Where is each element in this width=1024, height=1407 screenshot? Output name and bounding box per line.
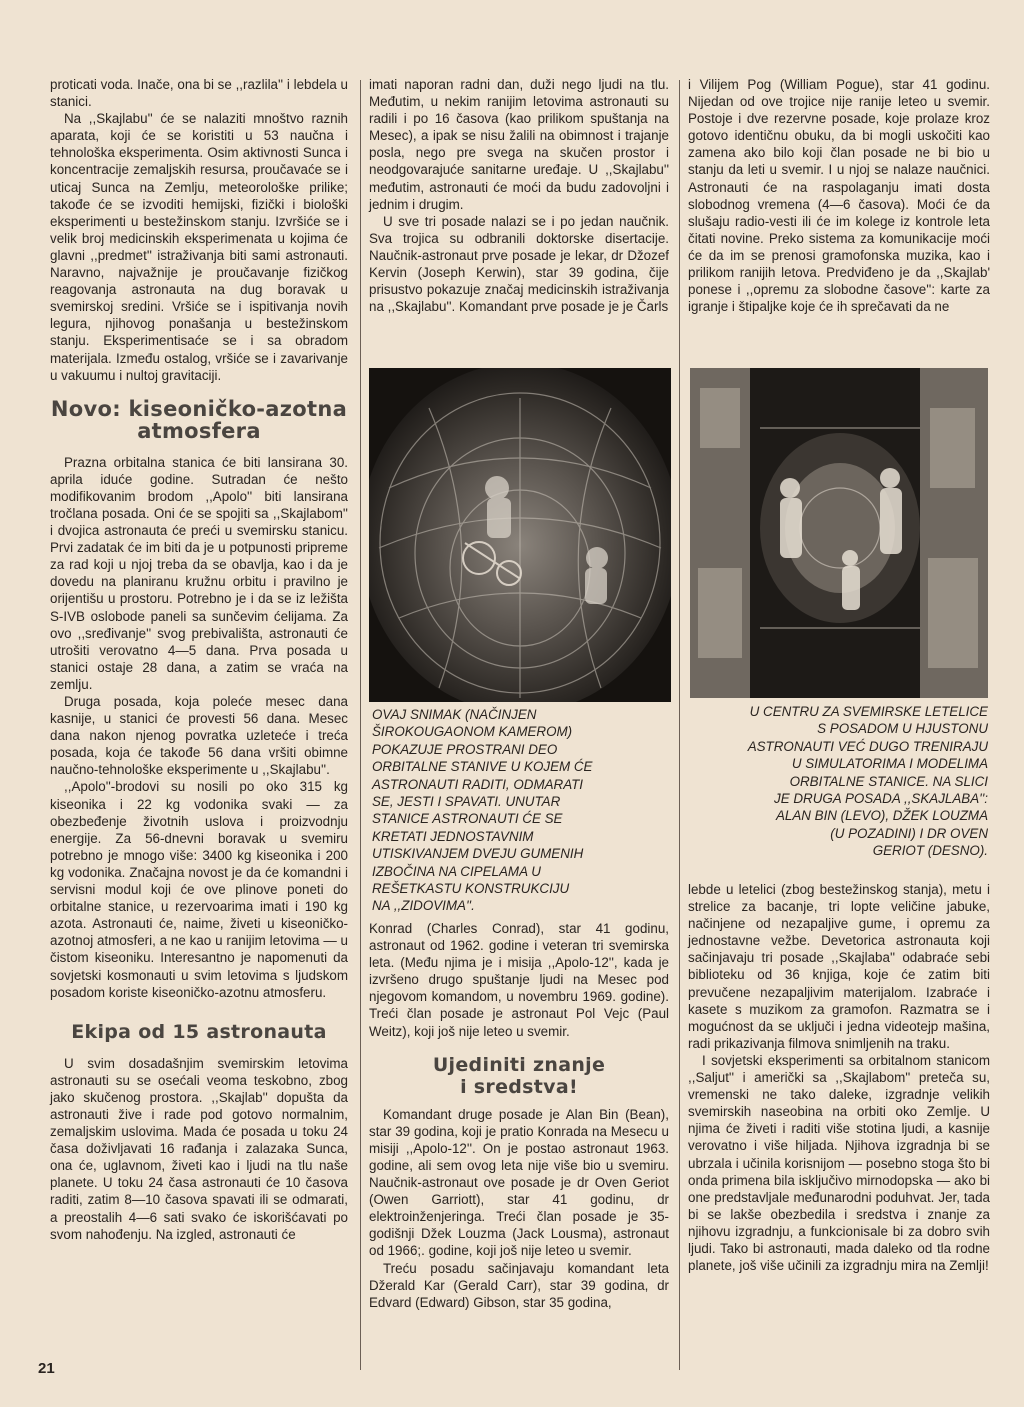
section-heading-atmosphere: Novo: kiseoničko-azotna atmosfera [50, 396, 348, 443]
photo-simulator-image [690, 368, 988, 698]
paragraph: imati naporan radni dan, duži nego ljudi na tlu. Međutim, u nekim ranijim letovima astronauti su radili i po 16 časova (kao prilikom spuštanja na Mesec), a ipak se nisu žalili na obimnost i trajanje posla, nego pre svega na skučen prostor i neodgovarajuće sanitarne uređaje. U ,,Skajlabu'' međutim, astronauti će moći da budu zadovoljni i jednim i drugim. [369, 77, 669, 212]
column-rule-1 [360, 80, 361, 1370]
paragraph: i Vilijem Pog (William Pogue), star 41 godinu. Nijedan od ove trojice nije ranije leteo u svemir. Postoje i dve rezervne posade, koje prolaze kroz gotovo identičnu obuku, da bi mogli uskočiti kao zamena ako bilo koji član posade ne bi bio u stanju da leti u svemir. I u njoj se nalaze naučnici. Astronauti će na raspolaganju imati dosta slobodnog vremena (4—6 časova). Moći će da slušaju radio-vesti ili će im kolege iz kontrole leta čitati novine. Preko sistema za komunikacije moći će da im se prenosi gramofonska muzika, kao i prilikom ranijih letova. Predviđeno je da ,,Skajlab' ponese i ,,opremu za slobodne časove'': karte za igranje i štipaljke koje će ih sprečavati da ne [688, 77, 990, 315]
paragraph: Konrad (Charles Conrad), star 41 godinu, astronaut od 1962. godine i veteran tri svemirska leta. (Među njima je i misija ,,Apolo-12'', kada je izvršeno drugo spuštanje ljudi na Mesec pod njegovom komandom, u novembru 1969. godine). Treći član posade je astronaut Pol Vejc (Paul Weitz), koji još nije leteo u svemir. [369, 921, 669, 1039]
photo-simulator-crew [690, 368, 988, 698]
article-column-3 [688, 76, 990, 315]
photo-station-interior-fisheye [369, 368, 671, 702]
photo-station-interior-image [369, 368, 671, 702]
column-rule-2 [679, 80, 680, 1370]
photo-caption-2: U CENTRU ZA SVEMIRSKE LETELICE S POSADOM U HJUSTONU ASTRONAUTI VEĆ DUGO TRENIRAJU U SIMULATORIMA I MODELIMA ORBITALNE STANICE. NA SLICI JE DRUGA POSADA ,,SKAJLABA'': ALAN BIN (LEVO), DŽEK LOUZMA (U POZADINI) I DR OVEN GERIOT (DESNO). [747, 704, 988, 859]
photo-caption-1: OVAJ SNIMAK (NAČINJEN ŠIROKOUGAONOM KAMEROM) POKAZUJE PROSTRANI DEO ORBITALNE STANIVE U KOJEM ĆE ASTRONAUTI RADITI, ODMARATI SE, JESTI I SPAVATI. UNUTAR STANICE ASTRONAUTI ĆE SE KRETATI JEDNOSTAVNIM UTISKIVANJEM DVEJU GUMENIH IZBOČINA NA CIPELAMA U REŠETKASTU KONSTRUKCIJU NA ,,ZIDOVIMA''. [372, 707, 593, 914]
paragraph: Treću posadu sačinjavaju komandant leta Džerald Kar (Gerald Carr), star 39 godina, dr Edvard (Edward) Gibson, star 35 godina, [369, 1260, 669, 1310]
article-column-2-lower [369, 920, 669, 1311]
page-number: 21 [38, 1360, 55, 1377]
section-heading-unite: Ujediniti znanje i sredstva! [432, 1053, 606, 1098]
paragraph: Prazna orbitalna stanica će biti lansirana 30. aprila iduće godine. Sutradan će nešto modifikovanim brodom ,,Apolo'' biti lansirana tročlana posada. Oni će se spojiti sa ,,Skajlabom'' i dvojica astronauta će preći u svemirsku stanicu. Prvi zadatak će im biti da je u potpunosti pripreme za rad koji u njoj treba da se obavlja, kao i da je dovedu na planiranu kružnu orbitu i pravilno je orijentišu u prostoru. Potrebno je i da se iz ležišta S-IVB oslobode paneli sa sunčevim ćelijama. Za ovo ,,sređivanje'' svog prebivališta, astronauti će utrošiti verovatno 4—5 dana. Prva posada u stanici ostaje 28 dana, a zatim se vraća na zemlju. [50, 454, 348, 692]
article-column-2 [369, 76, 669, 315]
article-column-1 [50, 76, 348, 1243]
paragraph: Komandant druge posade je Alan Bin (Bean), star 39 godina, koji je pratio Konrada na Mesecu u misiji ,,Apolo-12''. On je postao astronaut 1963. godine, ali sem ovog leta nije više bio u svemiru. Naučnik-astronaut ove posade je dr Oven Geriot (Owen Garriott), star 41 godinu, dr elektroinženjeringa. Treći član posade je 35-godišnji Džek Louzma (Jack Lousma), astronaut od 1966;. godine, koji još nije leteo u svemir. [369, 1106, 669, 1259]
paragraph: Druga posada, koja poleće mesec dana kasnije, u stanici će provesti 56 dana. Mesec dana nakon njenog povratka uzleteće i treća posada, koja će takođe 56 dana vršiti obimne naučno-tehnološke eksperimente u ,,Skajlabu''. [50, 694, 348, 778]
paragraph: ,,Apolo''-brodovi su nosili po oko 315 kg kiseonika i 22 kg vodonika svaki — za obezbeđenje životnih uslova i proizvodnju energije. Za 56-dnevni boravak u svemiru potrebno je mnogo više: 3400 kg kiseonika i 200 kg vodonika. Značajna novost je da će komandni i servisni modul koji će ove plinove poneti do orbitalne stanice, u rezervoarima imati i 190 kg azota. Astronauti će, naime, živeti u kiseoničko-azotnoj atmosferi, a ne kao u ranijim letovima — u čistom kiseoniku. Interesantno je napomenuti da sovjetski kosmonauti u svim letovima s ljudskom posadom koriste kiseoničko-azotnu atmosferu. [50, 779, 348, 1000]
paragraph: lebde u letelici (zbog bestežinskog stanja), metu i strelice za bacanje, tri lopte veličine jabuke, načinjene od nezapaljive gume, i opremu za jednostavne vežbe. Devetorica astronauta koji sačinjavaju tri posade ,,Skajlaba'' odabraće sebi biblioteku od 36 knjiga, koje će zatim biti prevučene nezapaljivim materijalom. Izabraće i kasete s muzikom za gramofon. Razmatra se i mogućnost da se uključi i jedna videotejp mašina, radi prikazivanja filmova snimljenih na traku. [688, 882, 990, 1051]
paragraph: Na ,,Skajlabu'' će se nalaziti mnoštvo raznih aparata, koji će se koristiti u 53 naučna i tehnološka eksperimenta. Osim aktivnosti Sunca i koncentracije zemaljskih resursa, proučavaće se i uticaj Sunca na Zemlju, meteorološke prilike; takođe će se izvoditi hemijski, fizički i biološki eksperimenti u bestežinskom stanju. Izvršiće se i velik broj medicinskih eksperimenata u kojima će glavni ,,predmet'' istraživanja biti sami astronauti. Naravno, najvažnije je proučavanje fizičkog reagovanja astronauta na dug boravak u svemirskoj sredini. Vršiće se i ispitivanja novih legura, njihovog ponašanja u bestežinskom stanju. Eksperimentisaće se i sa obradom materijala. Između ostalog, vršiće se i zavarivanje u vakuumu i nultoj gravitaciji. [50, 111, 348, 383]
paragraph: U sve tri posade nalazi se i po jedan naučnik. Sva trojica su odbranili doktorske disertacije. Naučnik-astronaut prve posade je lekar, dr Džozef Kervin (Joseph Kerwin), star 39 godina, čije prisustvo pokazuje značaj medicinskih istraživanja na ,,Skajlabu''. Komandant prve posade je je Čarls [369, 213, 669, 315]
section-heading-crew: Ekipa od 15 astronauta [71, 1020, 327, 1043]
article-column-3-lower [688, 881, 990, 1274]
paragraph: U svim dosadašnjim svemirskim letovima astronauti su se osećali veoma teskobno, zbog jako skučenog prostora. ,,Skajlab'' dopušta da astronauti žive i rade pod gotovo normalnim, zemaljskim uslovima. Mada će posada u toku 24 časa doživljavati 16 rađanja i zalazaka Sunca, ona će, uglavnom, živeti kao i ljudi na tlu naše planete. U toku 24 časa astronauti će 10 časova raditi, zatim 8—10 časova spavati ili se odmarati, a preostalih 4—6 sati svako će iskorišćavati po svom nahođenju. Na izgled, astronauti će [50, 1055, 348, 1242]
paragraph: I sovjetski eksperimenti sa orbitalnom stanicom ,,Saljut'' i američki sa ,,Skajlabom'' preteča su, vremenski ne tako daleke, izgradnje velikih svemirskih naseobina na orbiti oko Zemlje. U njima će živeti i raditi više stotina ljudi, a kasnije verovatno i više hiljada. Njihova izgradnja bi se ubrzala i učinila korisnijom — posebno stoga što bi onda primena bila isključivo mirnodopska — ako bi one predstavljale međunarodni poduhvat. Jer, tada bi se lakše obezbedila i sredstva i znanje za njihovu izgradnju, a funkcionisale bi za dobro svih ljudi. Tako bi astronauti, mada daleko od tla rodne planete, još više učinili za izgradnju mira na Zemlji! [688, 1052, 990, 1274]
paragraph: proticati voda. Inače, ona bi se ,,razlila'' i lebdela u stanici. [50, 77, 348, 110]
